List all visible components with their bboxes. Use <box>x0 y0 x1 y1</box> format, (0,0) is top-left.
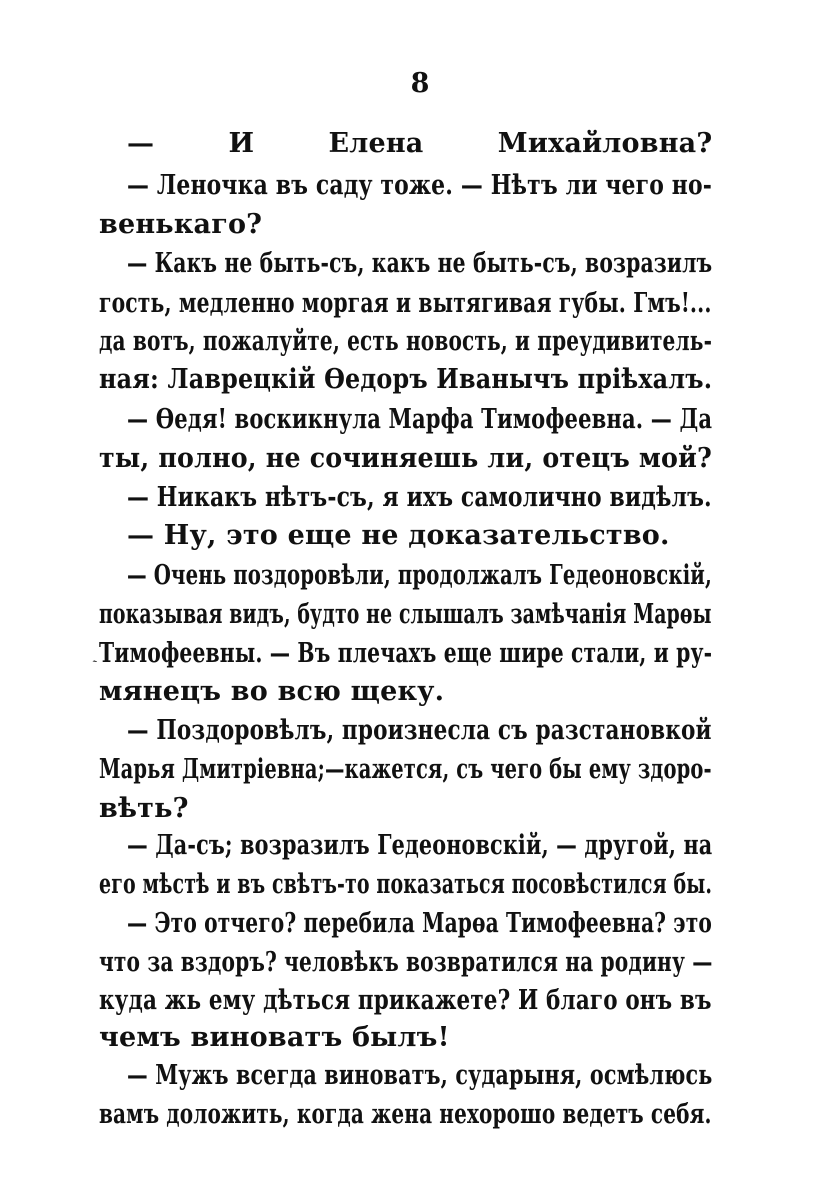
text-line: Марья Дмитріевна;—кажется, съ чего бы ему здоро- <box>99 754 712 785</box>
text-line: — Какъ не быть-съ, какъ не быть-съ, возразилъ <box>127 248 713 279</box>
text-line: венькаго? <box>99 209 263 240</box>
text-line: — Мужъ всегда виноватъ, сударыня, осмѣлюсь <box>127 1060 713 1091</box>
text-line: показывая видъ, будто не слышалъ замѣчанія Марөы <box>99 599 712 630</box>
text-line: — Очень поздоровѣли, продолжалъ Гедеоновскій, <box>127 560 713 591</box>
text-line: гость, медленно моргая и вытягивая губы. Гмъ!... <box>99 288 712 319</box>
text-line: — Ну, это еще не доказательство. <box>127 520 670 551</box>
text-line: — И Елена Михайловна? <box>127 128 713 159</box>
text-line: — Өедя! воскикнула Марфа Тимофеевна. — Да <box>127 404 713 435</box>
page-number: 8 <box>410 68 430 99</box>
text-line: чемъ виноватъ былъ! <box>99 1022 450 1053</box>
text-line: — Леночка въ саду тоже. — Нѣтъ ли чего но- <box>127 170 712 201</box>
text-line: мянецъ во всю щеку. <box>99 676 445 707</box>
text-line: ты, полно, не сочиняешь ли, отецъ мой? <box>99 443 713 474</box>
text-line: вѣть? <box>99 793 189 824</box>
text-line: куда жь ему дѣться прикажете? И благо онъ въ <box>99 985 712 1016</box>
text-line: — Поздоровѣлъ, произнесла съ разстановкой <box>127 715 712 746</box>
stray-pen-mark: ˏ <box>83 643 99 666</box>
text-line: — Это отчего? перебила Марөа Тимофеевна? это <box>127 908 712 939</box>
text-line: Тимофеевны. — Въ плечахъ еще шире стали, и ру- <box>99 638 713 669</box>
text-line: — Никакъ нѣтъ-съ, я ихъ самолично видѣлъ. <box>127 482 712 513</box>
text-line: да вотъ, пожалуйте, есть новость, и преудивитель- <box>99 326 713 357</box>
text-line: ная: Лаврецкій Өедоръ Иванычъ пріѣхалъ. <box>99 364 713 395</box>
text-line: — Да-съ; возразилъ Гедеоновскій, — другой, на <box>127 830 713 861</box>
text-line: его мѣстѣ и въ свѣтъ-то показаться посовѣстился бы. <box>99 869 713 900</box>
text-line: что за вздоръ? человѣкъ возвратился на родину — <box>99 947 713 978</box>
text-line: вамъ доложить, когда жена нехорошо ведетъ себя. <box>99 1099 712 1130</box>
